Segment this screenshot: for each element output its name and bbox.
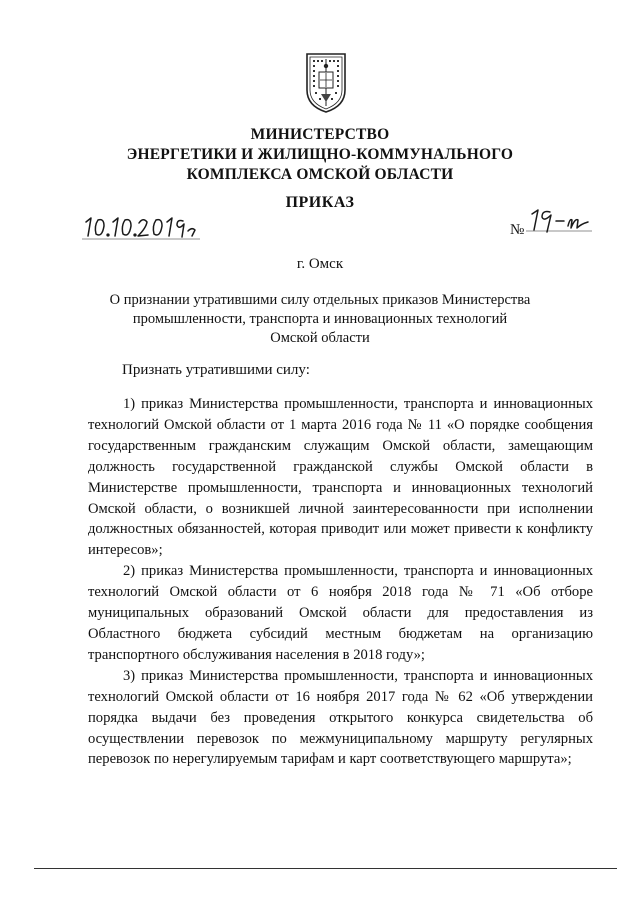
order-subject [0,291,640,348]
ministry-title-line-2: ЭНЕРГЕТИКИ И ЖИЛИЩНО-КОММУНАЛЬНОГО [126,146,514,163]
order-item-1: 1) приказ Министерства промышленности, транспорта и инновационных технологий Омской области от 1 марта 2016 года № 11 «О порядке сообщения государственным гражданским служащим Омской области, замещающим должность государственной гражданской службы Омской области в Министерстве промышленности, транспорта и инновационных технологий Омской области, о возникшей личной заинтересованности при исполнении должностных обязанностей, которая приводит или может привести к конфликту интересов»; [88,396,593,559]
ministry-title-line-3: КОМПЛЕКСА ОМСКОЙ ОБЛАСТИ [186,166,454,183]
document-type: ПРИКАЗ [285,194,355,211]
order-body [88,394,593,770]
order-item-3: 3) приказ Министерства промышленности, транспорта и инновационных технологий Омской области от 16 ноября 2017 года № 62 «Об утверждении порядка выдачи без проведения открытого конкурса свидетельства об осуществлении перевозок по межмуниципальному маршруту регулярных перевозок по нерегулируемым тарифам и карт соответствующего маршрута»; [88,667,593,768]
subject-line-1: О признании утратившими силу отдельных приказов Министерства [109,292,531,308]
subject-line-2: промышленности, транспорта и инновационных технологий [132,311,508,327]
ministry-title-line-1: МИНИСТЕРСТВО [250,126,390,143]
number-sign: № [510,222,525,238]
handwritten-number [526,206,596,240]
coat-of-arms-emblem [301,50,351,114]
intro-text: Признать утратившими силу: [122,362,310,378]
order-item-2: 2) приказ Министерства промышленности, транспорта и инновационных технологий Омской области от 6 ноября 2018 года № 71 «Об отборе муниципальных образований Омской области для предоставления из Областного бюджета субсидий местным бюджетам на организацию транспортного обслуживания населения в 2018 году»; [88,563,593,663]
city: г. Омск [296,256,344,272]
footer-rule [34,868,617,869]
subject-line-3: Омской области [270,330,370,346]
handwritten-date [82,212,202,242]
